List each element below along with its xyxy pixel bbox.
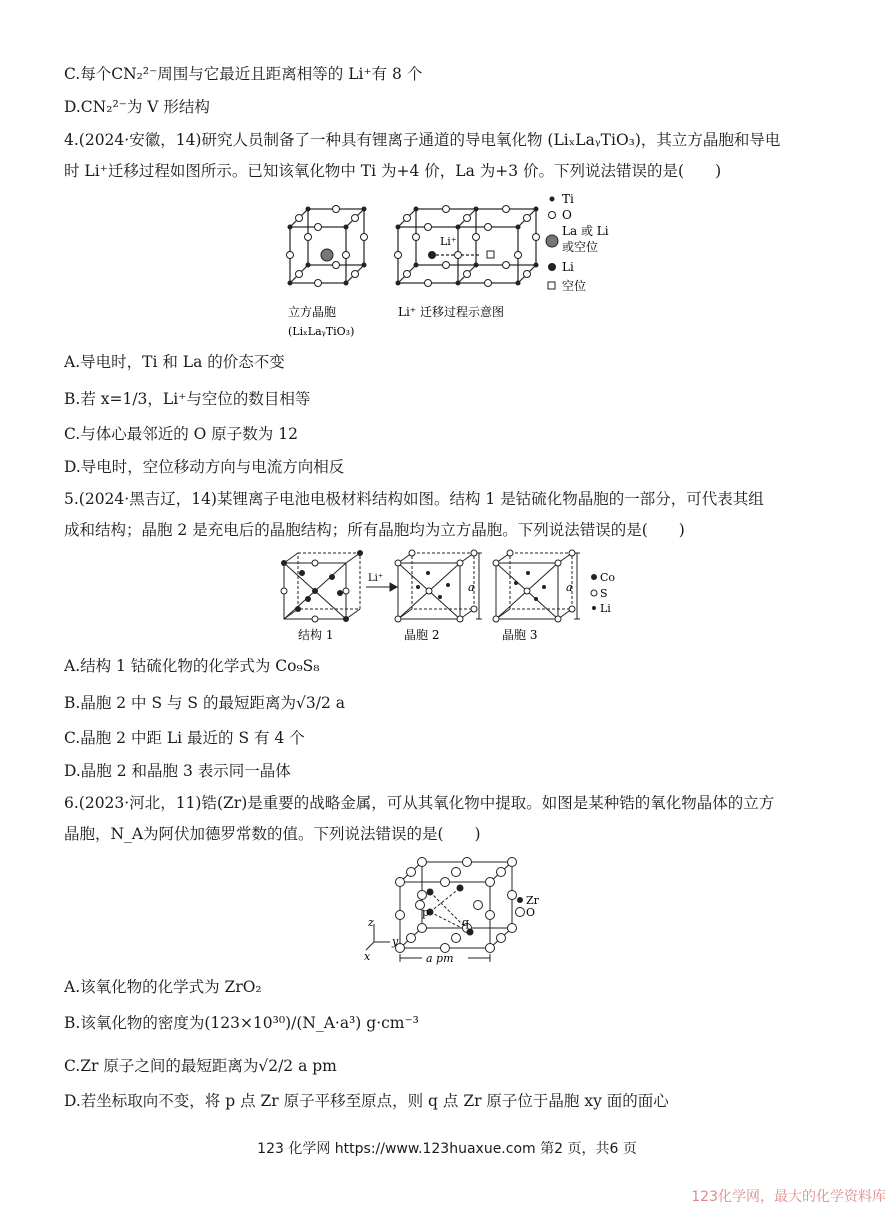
dimension-label: a pm: [426, 952, 454, 965]
option-d: D.导电时，空位移动方向与电流方向相反: [64, 458, 345, 476]
caption-cell-2: 晶胞 2: [404, 628, 440, 642]
caption-migration: Li⁺ 迁移过程示意图: [398, 305, 504, 319]
caption-cell-3: 晶胞 3: [502, 628, 538, 642]
option-line: D.CN₂²⁻为 V 形结构: [64, 98, 210, 116]
axis-z-label: z: [368, 916, 374, 929]
legend-vacancy-or: 或空位: [562, 240, 599, 254]
caption-formula: (LiₓLaᵧTiO₃): [288, 325, 355, 338]
question-stem: 晶胞，N_A为阿伏加德罗常数的值。下列说法错误的是( ): [64, 825, 481, 843]
axis-x-label: x: [364, 950, 371, 963]
option-c: C.与体心最邻近的 O 原子数为 12: [64, 425, 298, 443]
option-a: A.结构 1 钴硫化物的化学式为 Co₉S₈: [64, 657, 320, 675]
legend-zr: Zr: [526, 894, 539, 907]
legend-la-li: La 或 Li: [562, 224, 609, 238]
point-p-label: p: [422, 906, 430, 919]
question-stem: 6.(2023·河北，11)锆(Zr)是重要的战略金属，可从其氧化物中提取。如图是某种锆的氧化物晶体的立方: [64, 794, 775, 812]
option-c: C.Zr 原子之间的最短距离为√2/2 a pm: [64, 1057, 337, 1075]
li-ion-label: Li⁺: [440, 235, 457, 248]
legend-co: Co: [600, 571, 616, 584]
watermark: 123化学网，最大的化学资料库: [691, 1189, 886, 1205]
point-q-label: q: [462, 916, 470, 929]
option-b: B.若 x=1/3，Li⁺与空位的数目相等: [64, 390, 311, 408]
legend-li: Li: [562, 260, 574, 274]
legend-o: O: [526, 906, 536, 919]
dim-label-2: a: [468, 581, 475, 594]
figure-q6: [360, 852, 540, 974]
li-arrow-label: Li⁺: [368, 573, 384, 584]
caption-cubic-cell: 立方晶胞: [288, 305, 337, 319]
option-line: C.每个CN₂²⁻周围与它最近且距离相等的 Li⁺有 8 个: [64, 65, 423, 83]
option-b: B.该氧化物的密度为(123×10³⁰)/(N_A·a³) g·cm⁻³: [64, 1014, 419, 1032]
legend-s: S: [600, 587, 608, 600]
option-a: A.导电时，Ti 和 La 的价态不变: [64, 353, 285, 371]
legend-li: Li: [600, 602, 611, 615]
question-stem: 成和结构；晶胞 2 是充电后的晶胞结构；所有晶胞均为立方晶胞。下列说法错误的是( ): [64, 521, 685, 539]
figure-q4: [280, 192, 620, 346]
figure-q5: [278, 547, 628, 649]
page-footer: 123 化学网 https://www.123huaxue.com 第2 页，共6 页: [257, 1141, 637, 1157]
legend-o: O: [562, 208, 572, 222]
question-stem: 5.(2024·黑吉辽，14)某锂离子电池电极材料结构如图。结构 1 是钴硫化物晶胞的一部分，可代表其组: [64, 490, 764, 508]
axis-y-label: y: [392, 935, 399, 948]
option-a: A.该氧化物的化学式为 ZrO₂: [64, 978, 262, 996]
option-d: D.晶胞 2 和晶胞 3 表示同一晶体: [64, 762, 291, 780]
caption-structure-1: 结构 1: [298, 628, 334, 642]
legend-vacancy: 空位: [562, 279, 587, 293]
option-b: B.晶胞 2 中 S 与 S 的最短距离为√3/2 a: [64, 694, 345, 712]
legend-ti: Ti: [562, 192, 574, 206]
option-d: D.若坐标取向不变，将 p 点 Zr 原子平移至原点，则 q 点 Zr 原子位于晶胞 xy 面的面心: [64, 1092, 669, 1110]
question-stem: 时 Li⁺迁移过程如图所示。已知该氧化物中 Ti 为+4 价，La 为+3 价。下列说法错误的是( ): [64, 162, 722, 180]
option-c: C.晶胞 2 中距 Li 最近的 S 有 4 个: [64, 729, 305, 747]
question-stem: 4.(2024·安徽，14)研究人员制备了一种具有锂离子通道的导电氧化物 (LiₓLaᵧTiO₃)，其立方晶胞和导电: [64, 131, 781, 149]
dim-label-3: a: [566, 581, 573, 594]
